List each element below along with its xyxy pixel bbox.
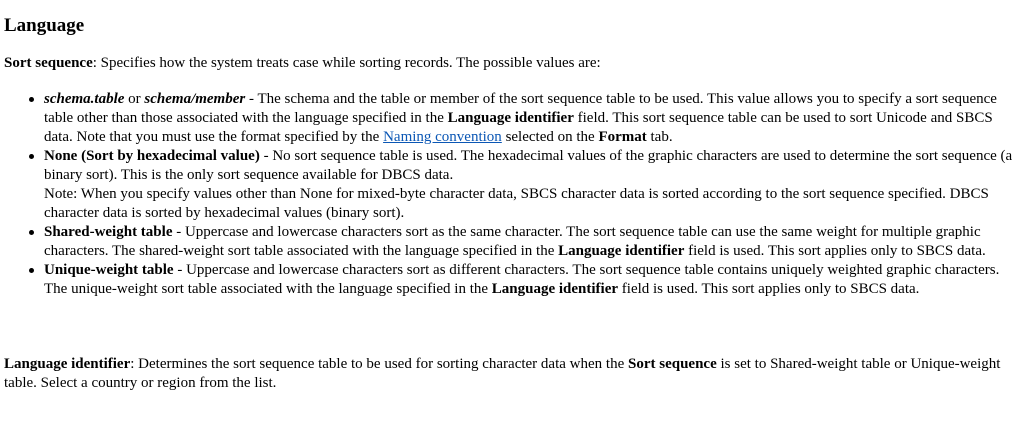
- option-unique-weight-name: Unique-weight table: [44, 262, 174, 278]
- sort-sequence-desc: : Specifies how the system treats case while sorting records. The possible values are:: [92, 55, 601, 71]
- language-identifier-paragraph: Language identifier: Determines the sort sequence table to be used for sorting character data when the Sort sequence is set to Shared-weight table or Unique-weight table. Select a country or region from the list.: [4, 356, 1001, 391]
- format-ref: Format: [598, 129, 647, 145]
- option-schema-table: schema.table or schema/member - The schema and the table or member of the sort sequence table to be used. This value allows you to specify a sort sequence table other than those associated with the language specified in the Language identifier field. This sort sequence table can be used to sort Unicode and SBCS data. Note that you must use the format specified by the Naming convention selected on the Format tab.: [44, 90, 1014, 147]
- option-unique-weight: Unique-weight table - Uppercase and lowercase characters sort as different characters. The sort sequence table contains uniquely weighted graphic characters. The unique-weight sort table associated with the language specified in the Language identifier field is used. This sort applies only to SBCS data.: [44, 261, 1014, 299]
- option-none-hex: None (Sort by hexadecimal value) - No sort sequence table is used. The hexadecimal values of the graphic characters are used to determine the sort sequence (a binary sort). This is the only sort sequence available for DBCS data. Note: When you specify values other than None for mixed-byte character data, SBCS character data is sorted according to the sort sequence specified. DBCS character data is sorted by hexadecimal values (binary sort).: [44, 148, 1013, 221]
- option-shared-weight: Shared-weight table - Uppercase and lowercase characters sort as the same character. The sort sequence table can use the same weight for multiple graphic characters. The shared-weight sort table associated with the language specified in the Language identifier field is used. This sort applies only to SBCS data.: [44, 223, 1014, 261]
- language-identifier-ref: Language identifier: [558, 243, 685, 259]
- naming-convention-link[interactable]: Naming convention: [383, 129, 502, 145]
- sort-sequence-label: Sort sequence: [4, 55, 93, 71]
- language-identifier-label: Language identifier: [4, 356, 131, 372]
- option-schema-table-name: schema.table: [44, 91, 125, 107]
- sort-sequence-ref: Sort sequence: [627, 356, 717, 372]
- language-identifier-ref: Language identifier: [491, 281, 619, 297]
- option-schema-member-name: schema/member: [144, 91, 246, 107]
- section-heading: Language: [4, 15, 85, 36]
- option-none-note: Note: When you specify values other than None for mixed-byte character data, SBCS character data is sorted according to the sort sequence specified. DBCS character data is sorted by hexadecimal values (binary sort).: [44, 186, 989, 221]
- option-shared-weight-name: Shared-weight table: [44, 224, 173, 240]
- option-none-name: None (Sort by hexadecimal value): [44, 148, 260, 164]
- sort-options-list: [0, 90, 1014, 299]
- language-identifier-ref: Language identifier: [447, 110, 574, 126]
- sort-sequence-paragraph: [4, 54, 1009, 73]
